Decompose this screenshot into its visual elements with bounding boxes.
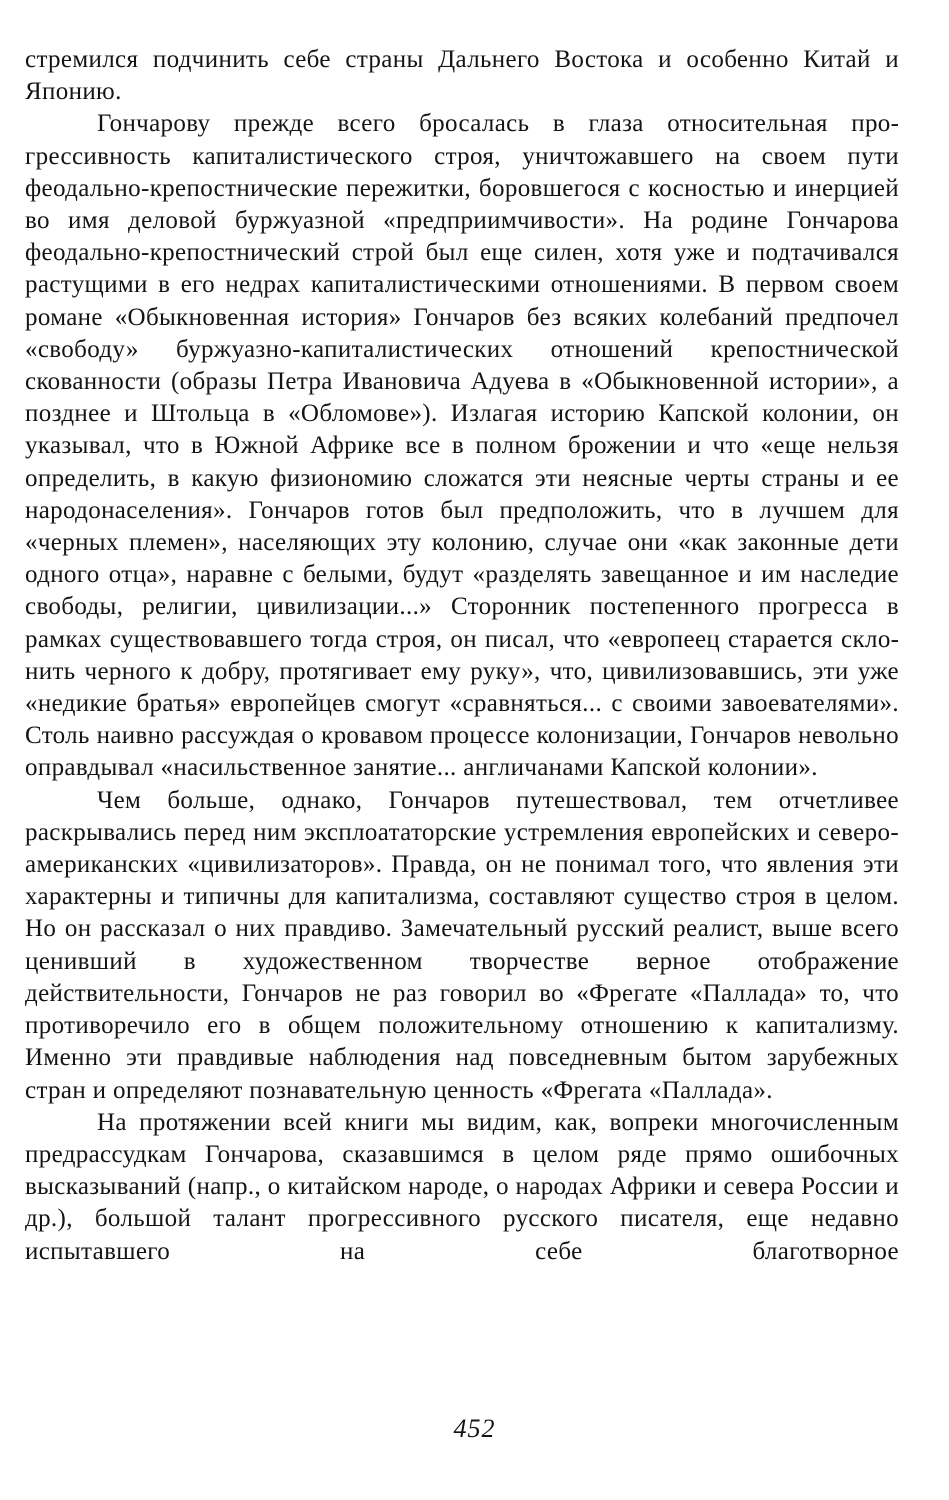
paragraph-3: Чем больше, однако, Гончаров путешествовал, тем отчетливее раскрывались перед ним эксплоататорские устремления европейских и северо-американских «цивилизаторов». Правда, он не понимал того, что явления эти характерны и типичны для капитализма, составляют существо строя в целом. Но он рассказал о них правдиво. Замечательный русский реалист, выше всего ценивший в художественном творчестве верное отображение действительности, Гончаров не раз говорил во «Фрегате «Паллада» то, что противоречило его в общем положительному отношению к капитализму. Именно эти правдивые наблюдения над повседневным бытом зарубежных стран и определяют познавательную ценность «Фрегата «Паллада». [25,786,899,1104]
paragraph-4: На протяжении всей книги мы видим, как, вопреки многочисленным предрассудкам Гончарова, сказавшимся в целом ряде прямо ошибочных высказываний (напр., о китайском народе, о народах Африки и севера России и др.), большой талант прогрессивного русского писателя, еще недавно испытавшего на себе благотворное [25,1108,899,1265]
paragraph-2: Гончарову прежде всего бросалась в глаза относительная прогрессивность капиталистического строя, уничтожавшего на своем пути феодально-крепостнические пережитки, боровшегося с косностью и инерцией во имя деловой буржуазной «предприимчивости». На родине Гончарова феодально-крепостнический строй был еще силен, хотя уже и подтачивался растущими в его недрах капиталистическими отношениями. В первом своем романе «Обыкновенная история» Гончаров без всяких колебаний предпочел «свободу» буржуазно-капиталистических отношений крепостнической скованности (образы Петра Ивановича Адуева в «Обыкновенной истории», а позднее и Штольца в «Обломове»). Излагая историю Капской колонии, он указывал, что в Южной Африке все в полном брожении и что «еще нельзя определить, в какую физиономию сложатся эти неясные черты страны и ее народонаселения». Гончаров готов был предположить, что в лучшем для «черных племен», населяющих эту колонию, случае они «как законные дети одного отца», наравне с белыми, будут «разделять завещанное и им наследие свободы, религии, цивилизации...» Сторонник постепенного прогресса в рамках существовавшего тогда строя, он писал, что «европеец старается склонить черного к добру, протягивает ему руку», что, цивилизовавшись, эти уже «недикие братья» европейцев смогут «сравняться... с своими завоевателями». Столь наивно рассуждая о кровавом процессе колонизации, Гончаров невольно оправдывал «насильственное занятие... англичанами Капской колонии». [25,110,899,782]
paragraph-1: стремился подчинить себе страны Дальнего Востока и особенно Китай и Японию. [25,46,899,106]
page-text [25,44,899,1268]
page-number: 452 [453,1414,496,1443]
